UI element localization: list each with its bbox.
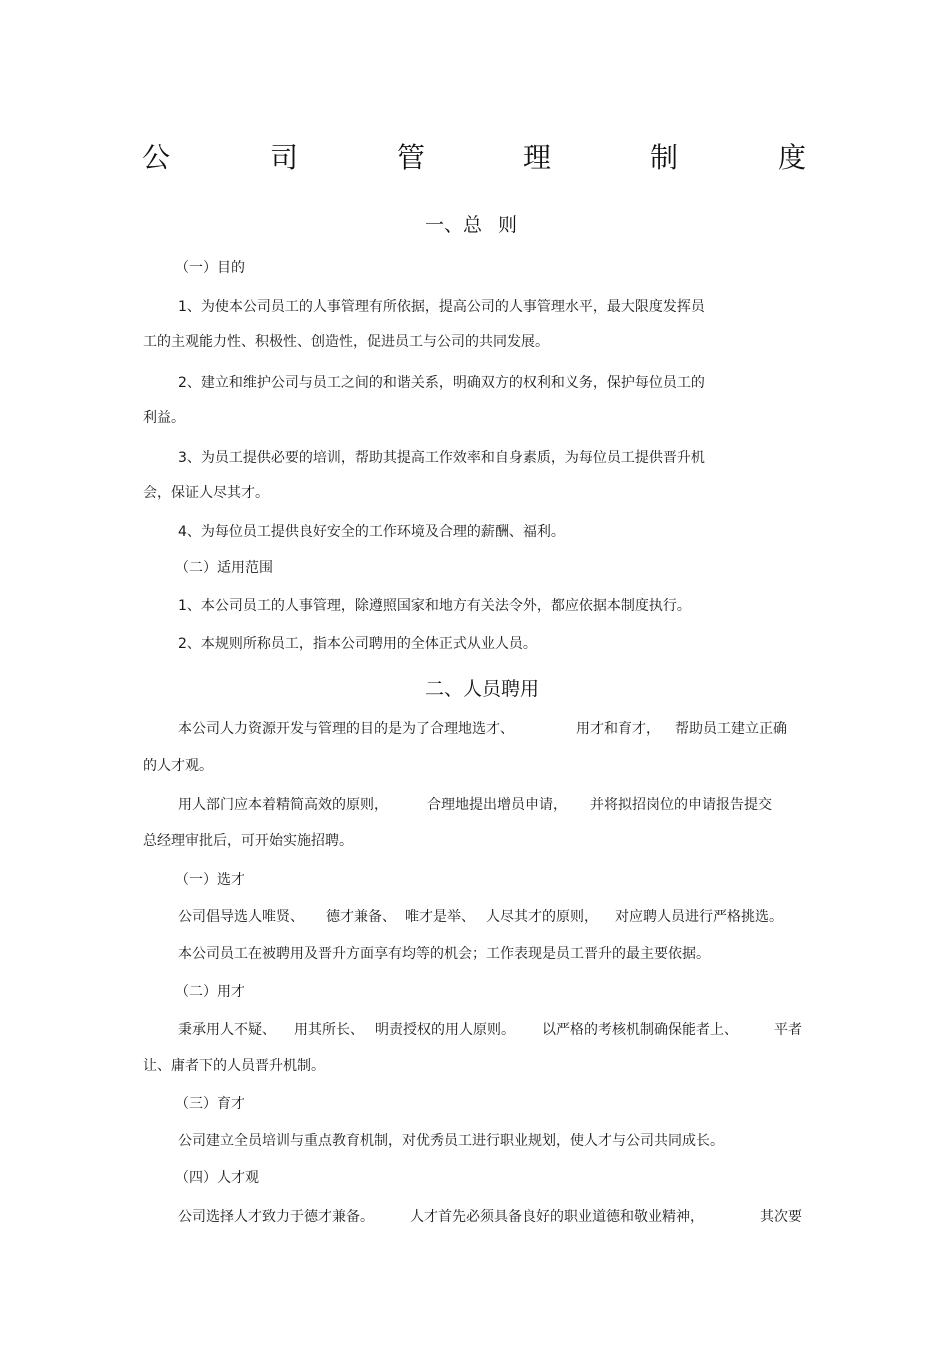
intro-line-1b: 用才和育才，: [576, 721, 660, 737]
employment-line-1e: 平者: [774, 1022, 802, 1038]
section-heading-general-a: 一、总: [425, 214, 483, 236]
employment-line-1b: 用其所长、: [294, 1022, 364, 1038]
doc-title-char-1: 公: [142, 141, 171, 174]
employment-line-1c: 明责授权的用人原则。: [375, 1022, 515, 1038]
talent-line-1b: 人才首先必须具备良好的职业道德和敬业精神，: [410, 1209, 704, 1225]
doc-title-char-2: 司: [270, 141, 299, 174]
employment-line-2: 让、庸者下的人员晋升机制。: [143, 1058, 325, 1074]
employment-line-1d: 以严格的考核机制确保能者上、: [542, 1022, 738, 1038]
subsection-selection: （一）选才: [175, 872, 245, 888]
paragraph-4: 4、为每位员工提供良好安全的工作环境及合理的薪酬、福利。: [178, 524, 565, 540]
paragraph-3-line-2: 会，保证人尽其才。: [143, 485, 269, 501]
selection-line-1e: 对应聘人员进行严格挑选。: [615, 909, 783, 925]
talent-line-1c: 其次要: [760, 1209, 802, 1225]
intro-line-1a: 本公司人力资源开发与管理的目的是为了合理地选才、: [178, 721, 514, 737]
paragraph-2-line-1: 2、建立和维护公司与员工之间的和谐关系，明确双方的权利和义务，保护每位员工的: [178, 375, 705, 391]
selection-line-2: 本公司员工在被聘用及晋升方面享有均等的机会；工作表现是员工晋升的最主要依据。: [178, 946, 710, 962]
scope-item-1: 1、本公司员工的人事管理，除遵照国家和地方有关法令外，都应依据本制度执行。: [178, 598, 691, 614]
selection-line-1b: 德才兼备、: [326, 909, 396, 925]
selection-line-1a: 公司倡导选人唯贤、: [178, 909, 304, 925]
selection-line-1d: 人尽其才的原则，: [486, 909, 598, 925]
intro-line-2: 的人才观。: [143, 758, 213, 774]
doc-title-char-5: 制: [650, 141, 679, 174]
training-line-1: 公司建立全员培训与重点教育机制，对优秀员工进行职业规划，使人才与公司共同成长。: [178, 1133, 724, 1149]
employment-line-1a: 秉承用人不疑、: [178, 1022, 276, 1038]
scope-item-2: 2、本规则所称员工，指本公司聘用的全体正式从业人员。: [178, 636, 537, 652]
subsection-employment: （二）用才: [175, 984, 245, 1000]
selection-line-1c: 唯才是举、: [405, 909, 475, 925]
paragraph-1-line-2: 工的主观能力性、积极性、创造性，促进员工与公司的共同发展。: [143, 334, 549, 350]
subsection-purpose: （一）目的: [175, 260, 245, 276]
doc-title-char-3: 管: [397, 141, 426, 174]
talent-line-1a: 公司选择人才致力于德才兼备。: [178, 1209, 374, 1225]
dept-line-2: 总经理审批后，可开始实施招聘。: [143, 833, 353, 849]
dept-line-1a: 用人部门应本着精简高效的原则，: [178, 797, 388, 813]
paragraph-2-line-2: 利益。: [143, 410, 185, 426]
subsection-scope: （二）适用范围: [175, 560, 273, 576]
dept-line-1c: 并将拟招岗位的申请报告提交: [590, 797, 772, 813]
subsection-talent-view: （四）人才观: [175, 1170, 259, 1186]
doc-title-char-6: 度: [778, 141, 807, 174]
doc-title-char-4: 理: [523, 141, 552, 174]
paragraph-1-line-1: 1、为使本公司员工的人事管理有所依据，提高公司的人事管理水平，最大限度发挥员: [178, 299, 705, 315]
dept-line-1b: 合理地提出增员申请，: [427, 797, 567, 813]
section-heading-general: [425, 212, 517, 238]
subsection-training: （三）育才: [175, 1096, 245, 1112]
intro-line-1c: 帮助员工建立正确: [675, 721, 787, 737]
paragraph-3-line-1: 3、为员工提供必要的培训，帮助其提高工作效率和自身素质，为每位员工提供晋升机: [178, 450, 705, 466]
section-heading-general-b: 则: [498, 214, 518, 236]
section-heading-recruitment: 二、人员聘用: [425, 678, 540, 700]
